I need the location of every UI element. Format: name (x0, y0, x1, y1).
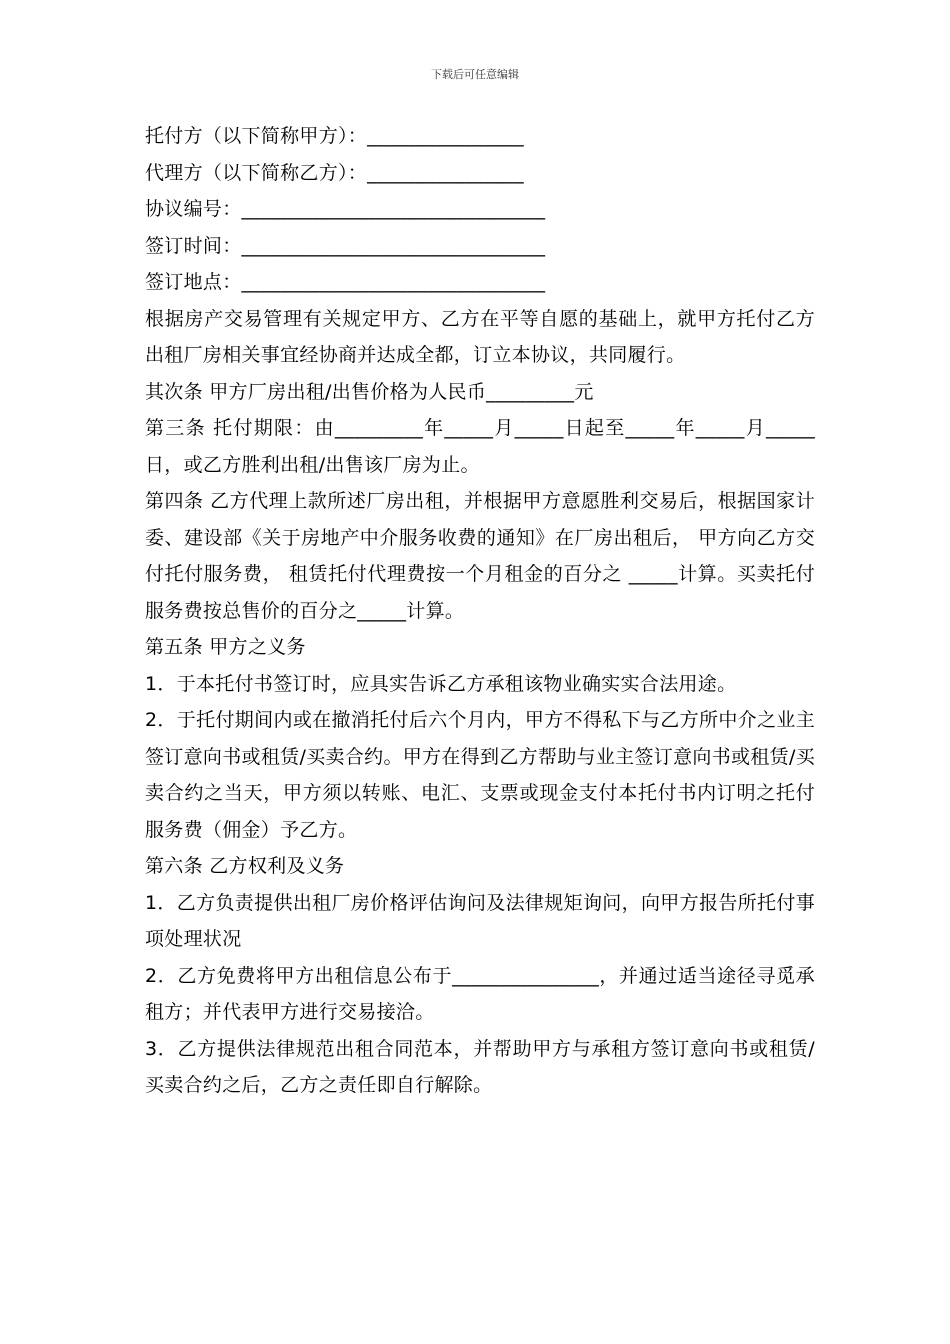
article-6-item-2: 2．乙方免费将甲方出租信息公布于_______________，并通过适当途径寻觅承租方；并代表甲方进行交易接洽。 (145, 964, 815, 1023)
field-signing-place: 签订地点：_______________________________ (145, 271, 546, 293)
article-3: 第三条 托付期限：由_________年_____月_____日起至_____年_____月_____日，或乙方胜利出租/出售该厂房为止。 (145, 417, 815, 476)
document-body (145, 118, 815, 1104)
page-header: 下载后可任意编辑 (431, 68, 519, 81)
field-client: 托付方（以下简称甲方）：________________ (145, 125, 524, 147)
field-agent: 代理方（以下简称乙方）：________________ (145, 161, 524, 184)
article-5-item-1: 1．于本托付书签订时，应具实告诉乙方承租该物业确实实合法用途。 (145, 672, 737, 695)
field-signing-date: 签订时间：_______________________________ (145, 234, 546, 257)
article-6-item-3: 3．乙方提供法律规范出租合同范本，并帮助甲方与承租方签订意向书或租赁/买卖合约之后，乙方之责任即自行解除。 (145, 1037, 815, 1096)
article-5-heading: 第五条 甲方之义务 (145, 636, 306, 658)
article-6-item-1: 1．乙方负责提供出租厂房价格评估询问及法律规矩询问，向甲方报告所托付事项处理状况 (145, 891, 815, 950)
article-6-heading: 第六条 乙方权利及义务 (145, 855, 345, 877)
preamble-paragraph: 根据房产交易管理有关规定甲方、乙方在平等自愿的基础上，就甲方托付乙方出租厂房相关事宜经协商并达成全都，订立本协议，共同履行。 (145, 307, 815, 366)
article-4: 第四条 乙方代理上款所述厂房出租，并根据甲方意愿胜利交易后，根据国家计委、建设部《关于房地产中介服务收费的通知》在厂房出租后， 甲方向乙方交付托付服务费， 租赁托付代理费按一个月租金的百分之 _____计算。买卖托付服务费按总售价的百分之_____计算。 (145, 490, 815, 622)
article-5-item-2: 2．于托付期间内或在撤消托付后六个月内，甲方不得私下与乙方所中介之业主签订意向书或租赁/买卖合约。甲方在得到乙方帮助与业主签订意向书或租赁/买卖合约之当天，甲方须以转账、电汇、支票或现金支付本托付书内订明之托付服务费（佣金）予乙方。 (145, 709, 815, 841)
article-2: 其次条 甲方厂房出租/出售价格为人民币_________元 (145, 380, 594, 403)
field-agreement-number: 协议编号：_______________________________ (145, 198, 546, 220)
